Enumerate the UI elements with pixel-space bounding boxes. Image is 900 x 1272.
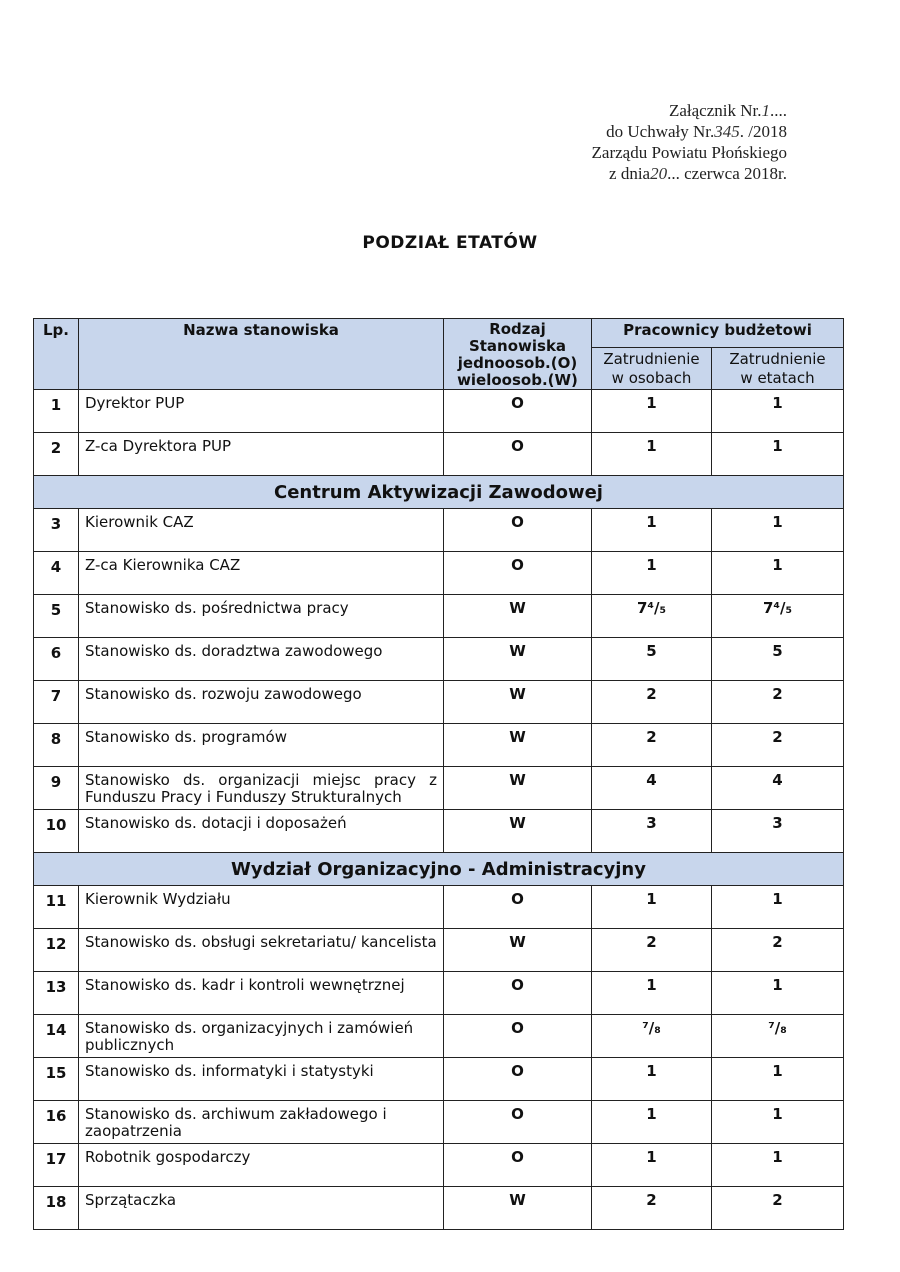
cell-fte: 1: [712, 1101, 844, 1144]
cell-position-name: Stanowisko ds. rozwoju zawodowego: [79, 681, 444, 724]
cell-position-type: O: [444, 509, 592, 552]
header-sub-line: Zatrudnienie: [729, 350, 826, 368]
cell-fte: 2: [712, 929, 844, 972]
table-row: [34, 433, 844, 476]
cell-fte: 1: [712, 390, 844, 433]
cell-position-type: W: [444, 595, 592, 638]
date-line: [592, 163, 787, 184]
cell-lp: 18: [34, 1187, 79, 1230]
cell-persons: 4: [592, 767, 712, 810]
header-lp: Lp.: [34, 319, 79, 390]
resolution-label: do Uchwały Nr.: [606, 122, 715, 141]
cell-lp: 13: [34, 972, 79, 1015]
cell-position-type: W: [444, 810, 592, 853]
cell-lp: 7: [34, 681, 79, 724]
cell-position-name: Stanowisko ds. doradztwa zawodowego: [79, 638, 444, 681]
cell-fte: 3: [712, 810, 844, 853]
table-row: [34, 767, 844, 810]
cell-fte: 2: [712, 724, 844, 767]
table-row: [34, 1187, 844, 1230]
header-position-type: [444, 319, 592, 390]
section-row: [34, 476, 844, 509]
cell-position-type: O: [444, 1101, 592, 1144]
cell-persons: 1: [592, 886, 712, 929]
table-row: [34, 886, 844, 929]
cell-position-name: Stanowisko ds. informatyki i statystyki: [79, 1058, 444, 1101]
cell-fte: 4: [712, 767, 844, 810]
staffing-table: [33, 318, 844, 1230]
cell-position-name: Stanowisko ds. pośrednictwa pracy: [79, 595, 444, 638]
cell-position-type: O: [444, 886, 592, 929]
cell-position-name: Kierownik Wydziału: [79, 886, 444, 929]
table-row: [34, 638, 844, 681]
cell-persons: 2: [592, 681, 712, 724]
header-type-line: Stanowiska: [468, 337, 567, 355]
cell-persons: 1: [592, 509, 712, 552]
cell-position-type: O: [444, 972, 592, 1015]
cell-persons: ⁷/₈: [592, 1015, 712, 1058]
cell-position-name: Z-ca Kierownika CAZ: [79, 552, 444, 595]
cell-position-type: W: [444, 681, 592, 724]
cell-position-type: O: [444, 1015, 592, 1058]
header-employment-fte: [712, 348, 844, 390]
section-title-admin: Wydział Organizacyjno - Administracyjny: [34, 853, 844, 886]
cell-persons: 1: [592, 1144, 712, 1187]
cell-position-type: W: [444, 929, 592, 972]
cell-position-name: Robotnik gospodarczy: [79, 1144, 444, 1187]
cell-persons: 3: [592, 810, 712, 853]
header-type-line: Rodzaj: [489, 320, 546, 338]
cell-position-name: Stanowisko ds. archiwum zakładowego i zaopatrzenia: [79, 1101, 444, 1144]
cell-position-type: O: [444, 552, 592, 595]
cell-lp: 17: [34, 1144, 79, 1187]
header-sub-line: Zatrudnienie: [603, 350, 700, 368]
table-row: [34, 1058, 844, 1101]
cell-lp: 11: [34, 886, 79, 929]
header-position-name: Nazwa stanowiska: [79, 319, 444, 390]
annex-number-line: [592, 100, 787, 121]
table-row: [34, 390, 844, 433]
date-day-handwritten: 20: [650, 164, 668, 183]
header-type-line: wieloosob.(W): [457, 371, 578, 389]
cell-lp: 16: [34, 1101, 79, 1144]
section-row: [34, 853, 844, 886]
table-row: [34, 681, 844, 724]
resolution-line: [592, 121, 787, 142]
cell-persons: 2: [592, 929, 712, 972]
cell-lp: 10: [34, 810, 79, 853]
cell-position-type: O: [444, 1144, 592, 1187]
cell-position-name: Z-ca Dyrektora PUP: [79, 433, 444, 476]
section-title-caz: Centrum Aktywizacji Zawodowej: [34, 476, 844, 509]
cell-position-name: Stanowisko ds. dotacji i doposażeń: [79, 810, 444, 853]
cell-fte: 7⁴/₅: [712, 595, 844, 638]
cell-position-name: Kierownik CAZ: [79, 509, 444, 552]
board-line: Zarządu Powiatu Płońskiego: [591, 143, 787, 162]
header-sub-line: w osobach: [611, 369, 692, 387]
table-row: [34, 1015, 844, 1058]
table-row: [34, 810, 844, 853]
cell-fte: 2: [712, 681, 844, 724]
cell-position-name: Stanowisko ds. programów: [79, 724, 444, 767]
document-header: [592, 100, 787, 184]
cell-position-type: O: [444, 1058, 592, 1101]
cell-fte: 1: [712, 509, 844, 552]
cell-lp: 12: [34, 929, 79, 972]
cell-lp: 9: [34, 767, 79, 810]
cell-fte: 1: [712, 886, 844, 929]
cell-lp: 3: [34, 509, 79, 552]
header-employment-persons: [592, 348, 712, 390]
table-row: [34, 1144, 844, 1187]
cell-lp: 4: [34, 552, 79, 595]
table-row: [34, 972, 844, 1015]
cell-position-name: Dyrektor PUP: [79, 390, 444, 433]
cell-fte: 1: [712, 972, 844, 1015]
cell-lp: 14: [34, 1015, 79, 1058]
date-label: z dnia: [609, 164, 651, 183]
cell-persons: 5: [592, 638, 712, 681]
resolution-tail: . /2018: [739, 122, 787, 141]
cell-fte: 1: [712, 1144, 844, 1187]
header-budget-employees: Pracownicy budżetowi: [592, 319, 844, 348]
cell-lp: 6: [34, 638, 79, 681]
cell-position-name: Stanowisko ds. obsługi sekretariatu/ kancelista: [79, 929, 444, 972]
cell-lp: 1: [34, 390, 79, 433]
cell-position-type: W: [444, 724, 592, 767]
staffing-table-container: [33, 318, 843, 1230]
resolution-number-handwritten: 345: [714, 122, 740, 141]
table-row: [34, 595, 844, 638]
cell-fte: 1: [712, 1058, 844, 1101]
cell-lp: 15: [34, 1058, 79, 1101]
cell-position-name: Stanowisko ds. kadr i kontroli wewnętrznej: [79, 972, 444, 1015]
document-title: PODZIAŁ ETATÓW: [362, 233, 538, 253]
cell-position-type: W: [444, 767, 592, 810]
cell-persons: 1: [592, 1101, 712, 1144]
annex-label: Załącznik Nr.: [668, 101, 762, 120]
table-row: [34, 1101, 844, 1144]
table-row: [34, 929, 844, 972]
cell-persons: 2: [592, 724, 712, 767]
table-row: [34, 724, 844, 767]
cell-persons: 1: [592, 433, 712, 476]
cell-position-type: W: [444, 1187, 592, 1230]
header-type-line: jednoosob.(O): [457, 354, 578, 372]
cell-persons: 1: [592, 390, 712, 433]
cell-fte: 2: [712, 1187, 844, 1230]
header-sub-line: w etatach: [740, 369, 815, 387]
cell-persons: 7⁴/₅: [592, 595, 712, 638]
cell-fte: 5: [712, 638, 844, 681]
cell-lp: 5: [34, 595, 79, 638]
cell-position-type: O: [444, 390, 592, 433]
cell-persons: 1: [592, 552, 712, 595]
cell-persons: 1: [592, 1058, 712, 1101]
cell-position-name: Stanowisko ds. organizacji miejsc pracy z Funduszu Pracy i Funduszy Strukturalnych: [79, 767, 444, 810]
annex-number-handwritten: 1: [761, 101, 770, 120]
annex-number-tail: ....: [770, 101, 787, 120]
cell-fte: 1: [712, 552, 844, 595]
cell-position-type: W: [444, 638, 592, 681]
cell-lp: 8: [34, 724, 79, 767]
cell-position-type: O: [444, 433, 592, 476]
cell-persons: 2: [592, 1187, 712, 1230]
date-tail: ... czerwca 2018r.: [667, 164, 787, 183]
table-row: [34, 552, 844, 595]
table-row: [34, 509, 844, 552]
cell-position-name: Sprzątaczka: [79, 1187, 444, 1230]
cell-fte: 1: [712, 433, 844, 476]
cell-persons: 1: [592, 972, 712, 1015]
cell-lp: 2: [34, 433, 79, 476]
cell-fte: ⁷/₈: [712, 1015, 844, 1058]
cell-position-name: Stanowisko ds. organizacyjnych i zamówień publicznych: [79, 1015, 444, 1058]
